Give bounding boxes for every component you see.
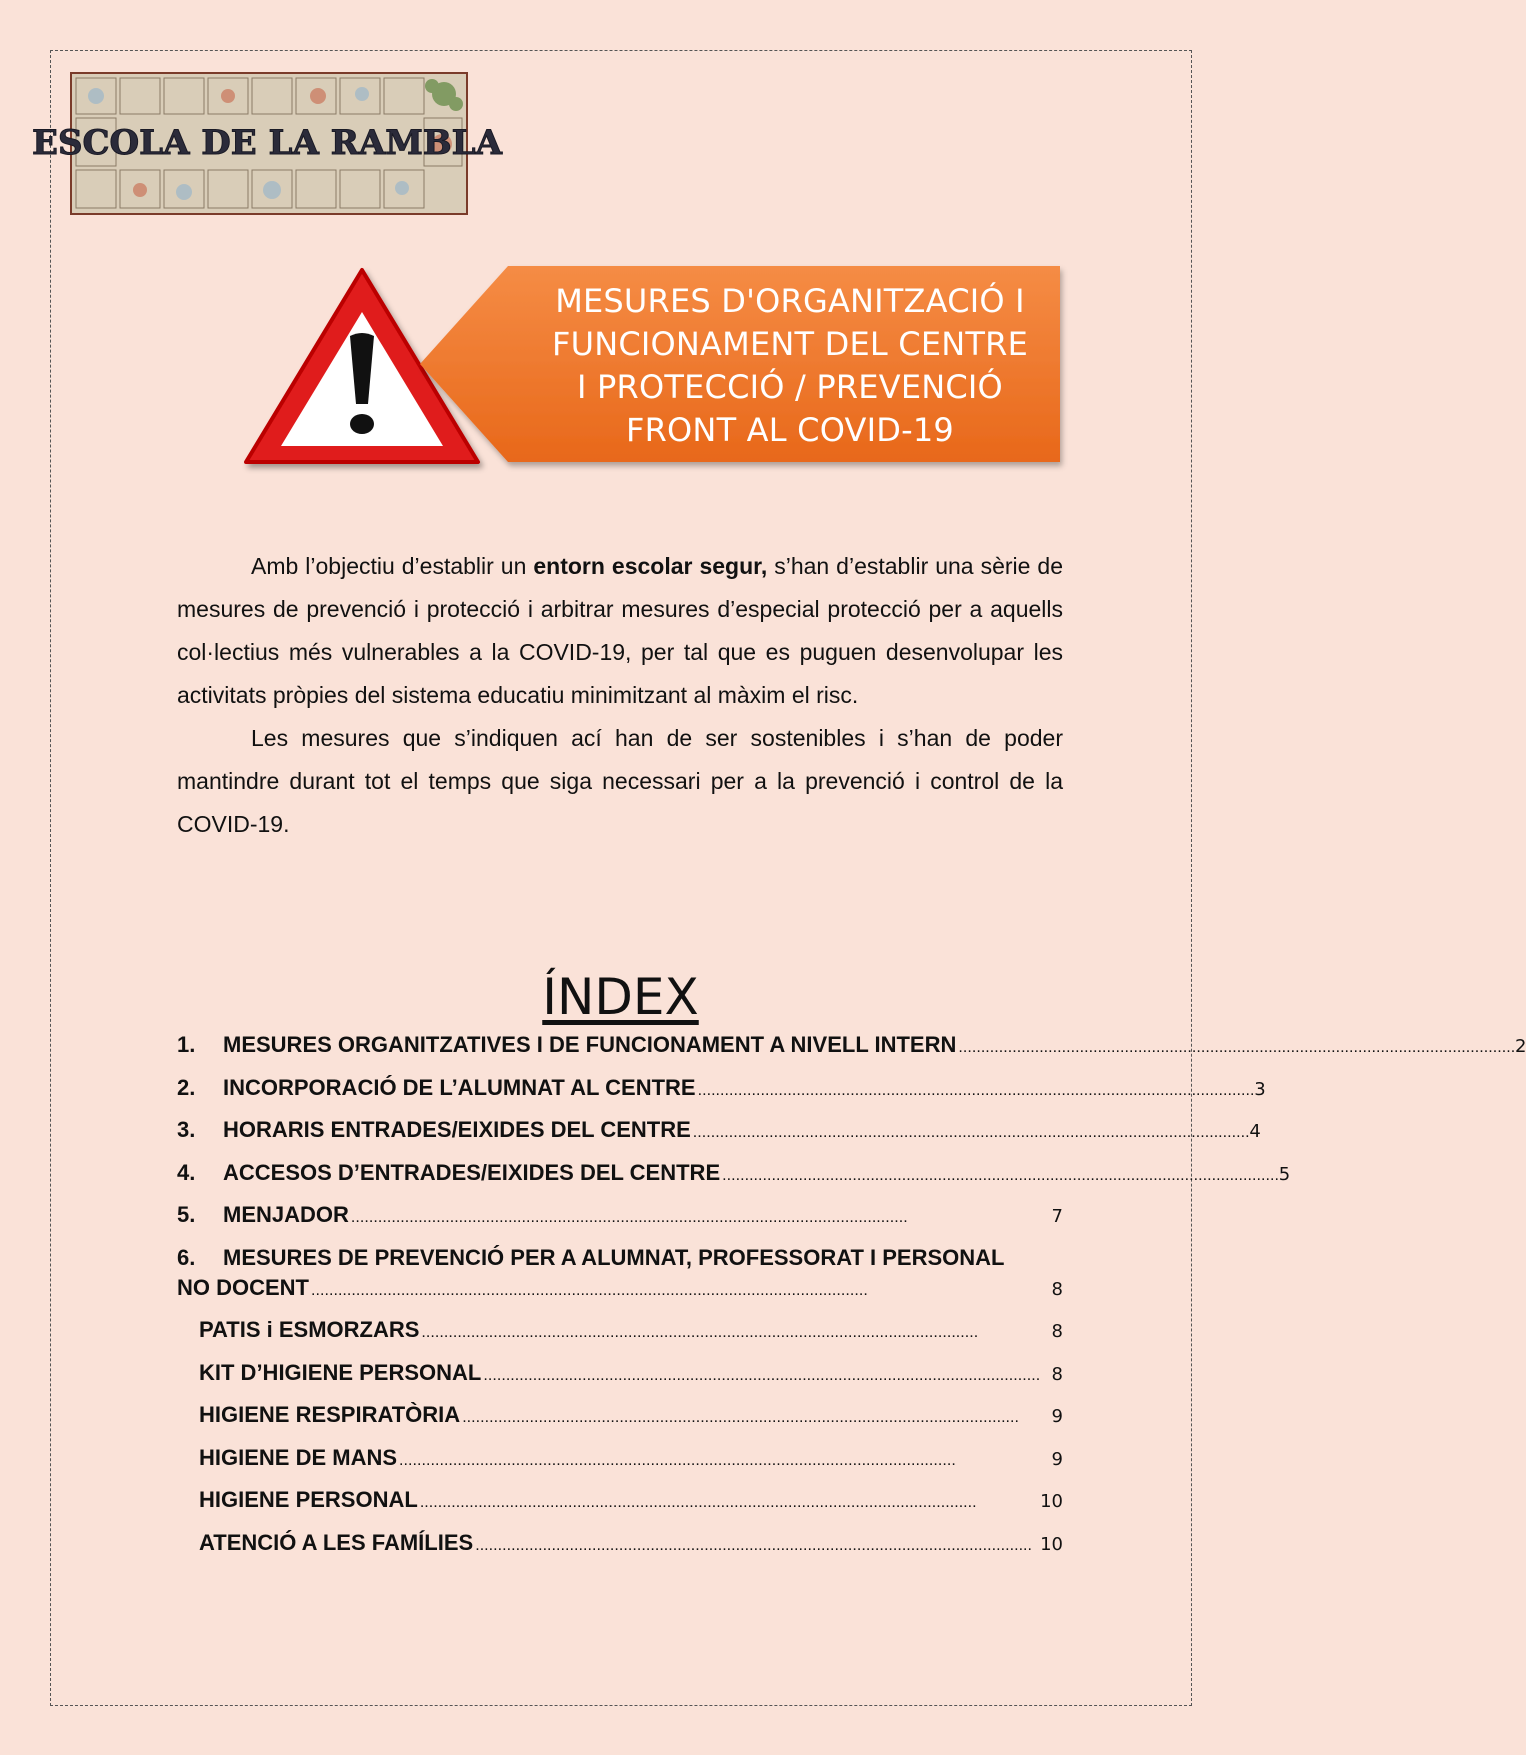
toc-leader — [420, 1494, 1038, 1512]
toc-leader — [693, 1124, 1248, 1142]
toc-leader — [958, 1039, 1513, 1057]
toc-leader — [421, 1324, 1049, 1342]
toc-entry[interactable]: 4. ACCESOS D’ENTRADES/EIXIDES DEL CENTRE . . . 5 — [177, 1160, 1063, 1203]
title-line: FRONT AL COVID-19 — [626, 411, 954, 449]
toc-leader — [698, 1082, 1253, 1100]
intro-paragraph-1: Amb l’objectiu d’establir un entorn escolar segur, s’han d’establir una sèrie de mesures de prevenció i protecció i arbitrar mesures d’especial protecció per a aquells col·lectius més vulnerables a la COVID-19, per tal que es puguen desenvolupar les activitats pròpies del sistema educatiu minimitzant al màxim el risc. — [177, 553, 1063, 708]
title-line: MESURES D'ORGANITZACIÓ I — [555, 282, 1025, 320]
toc-subentry[interactable]: ATENCIÓ A LES FAMÍLIES . . . 10 — [177, 1530, 1063, 1573]
toc-leader — [462, 1409, 1049, 1427]
intro-text — [177, 545, 1063, 846]
title-line: I PROTECCIÓ / PREVENCIÓ — [577, 368, 1003, 406]
toc-entry[interactable]: 3. HORARIS ENTRADES/EIXIDES DEL CENTRE . . . 4 — [177, 1117, 1063, 1160]
toc-leader — [399, 1452, 1050, 1470]
toc-entry[interactable]: 5. MENJADOR . . . 7 — [177, 1202, 1063, 1245]
toc-subentry[interactable]: HIGIENE RESPIRATÒRIA . . . 9 — [177, 1402, 1063, 1445]
toc-leader — [351, 1209, 1050, 1227]
logo-text: ESCOLA DE LA RAMBLA — [32, 123, 502, 163]
toc-subentry[interactable]: KIT D’HIGIENE PERSONAL . . . 8 — [177, 1360, 1063, 1403]
toc-leader — [722, 1167, 1277, 1185]
toc-entry[interactable]: 2. INCORPORACIÓ DE L’ALUMNAT AL CENTRE . . . 3 — [177, 1075, 1063, 1118]
toc-leader — [483, 1367, 1049, 1385]
toc-subentry[interactable]: HIGIENE DE MANS . . . 9 — [177, 1445, 1063, 1488]
toc-leader — [475, 1537, 1038, 1555]
school-logo — [32, 72, 502, 215]
toc-entry[interactable]: 1. MESURES ORGANITZATIVES I DE FUNCIONAMENT A NIVELL INTERN . . . 2 — [177, 1032, 1063, 1075]
intro-paragraph-2: Les mesures que s’indiquen ací han de ser sostenibles i s’han de poder mantindre durant tot el temps que siga necessari per a la prevenció i control de la COVID-19. — [177, 725, 1063, 837]
index-heading: ÍNDEX — [542, 968, 699, 1026]
toc-leader — [311, 1282, 1050, 1300]
table-of-contents — [177, 1032, 1526, 1572]
toc-subentry[interactable]: HIGIENE PERSONAL . . . 10 — [177, 1487, 1063, 1530]
toc-subentry[interactable]: PATIS i ESMORZARS . . . 8 — [177, 1317, 1063, 1360]
toc-entry[interactable]: 6. MESURES DE PREVENCIÓ PER A ALUMNAT, PROFESSORAT I PERSONAL NO DOCENT . . . 8 — [177, 1245, 1063, 1318]
title-line: FUNCIONAMENT DEL CENTRE — [551, 325, 1028, 363]
document-title — [530, 280, 1050, 452]
